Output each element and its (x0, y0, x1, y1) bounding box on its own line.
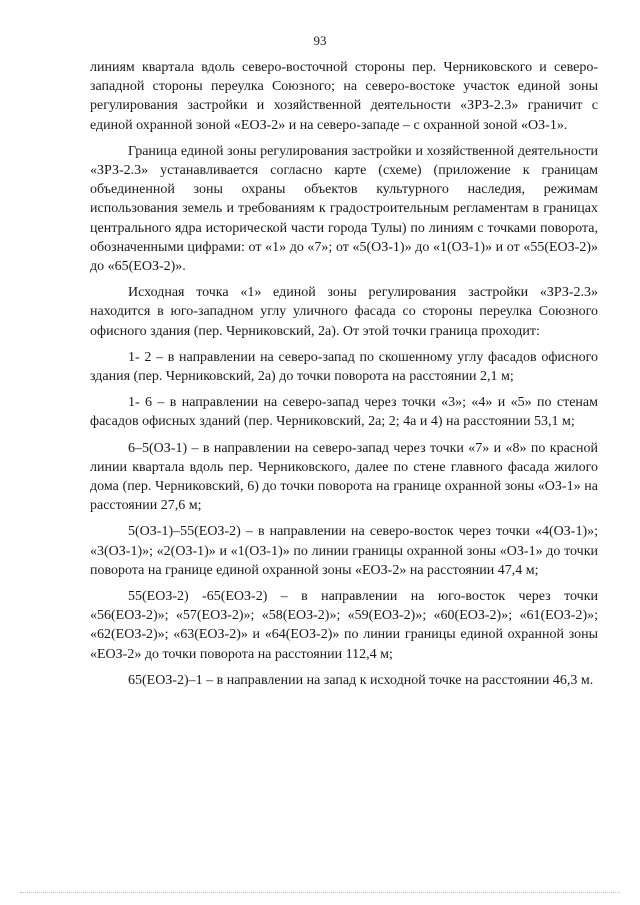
paragraph-continuation: линиям квартала вдоль северо-восточной стороны пер. Черниковского и северо-западной стороны переулка Союзного; на северо-востоке участок единой зоны регулирования застройки и хозяйственной деятельности «ЗРЗ-2.3» граничит с единой охранной зоной «ЕОЗ-2» и на северо-западе – с охранной зоной «ОЗ-1». (90, 60, 598, 133)
document-body (90, 58, 598, 697)
paragraph-boundary-definition: Граница единой зоны регулирования застройки и хозяйственной деятельности «ЗРЗ-2.3» устанавливается согласно карте (схеме) (приложение к границам объединенной зоны охраны объектов культурного наследия, режимам использования земель и требованиям к градостроительным регламентам в границах центрального ядра исторической части города Тулы) по линиям с точками поворота, обозначенными цифрами: от «1» до «7»; от «5(ОЗ-1)» до «1(ОЗ-1)» и от «55(ЕОЗ-2)» до «65(ЕОЗ-2)». (90, 143, 598, 275)
page-number: 93 (313, 33, 327, 48)
paragraph-segment-1-2: 1- 2 – в направлении на северо-запад по скошенному углу фасадов офисного здания (пер. Черниковский, 2а) до точки поворота на расстоянии 2,1 м; (90, 349, 598, 385)
paragraph-segment-5oz1-55eoz2: 5(ОЗ-1)–55(ЕОЗ-2) – в направлении на северо-восток через точки «4(ОЗ-1)»; «3(ОЗ-1)»; «2(ОЗ-1)» и «1(ОЗ-1)» по линии границы охранной зоны «ОЗ-1» до точки поворота на границе единой охранной зоны «ЕОЗ-2» на расстоянии 47,4 м; (90, 524, 598, 578)
scan-artifact-line (20, 890, 620, 893)
paragraph-starting-point: Исходная точка «1» единой зоны регулирования застройки «ЗРЗ-2.3» находится в юго-западном углу уличного фасада со стороны переулка Союзного офисного здания (пер. Черниковский, 2а). От этой точки граница проходит: (90, 285, 598, 339)
paragraph-segment-1-6: 1- 6 – в направлении на северо-запад через точки «3»; «4» и «5» по стенам фасадов офисных зданий (пер. Черниковский, 2а; 2; 4а и 4) на расстоянии 53,1 м; (90, 395, 598, 430)
paragraph-segment-65eoz2-1: 65(ЕОЗ-2)–1 – в направлении на запад к исходной точке на расстоянии 46,3 м. (128, 672, 594, 688)
paragraph-segment-55eoz2-65eoz2: 55(ЕОЗ-2) -65(ЕОЗ-2) – в направлении на юго-восток через точки «56(ЕОЗ-2)»; «57(ЕОЗ-2)»; «58(ЕОЗ-2)»; «59(ЕОЗ-2)»; «60(ЕОЗ-2)»; «61(ЕОЗ-2)»; «62(ЕОЗ-2)»; «63(ЕОЗ-2)» и «64(ЕОЗ-2)» по линии границы единой охранной зоны «ЕОЗ-2» до точки поворота на расстоянии 112,4 м; (90, 589, 598, 662)
paragraph-segment-6-5oz1: 6–5(ОЗ-1) – в направлении на северо-запад через точки «7» и «8» по красной линии квартала вдоль пер. Черниковского, далее по стене главного фасада жилого дома (пер. Черниковский, 6) до точки поворота на границе охранной зоны «ОЗ-1» на расстоянии 27,6 м; (90, 440, 598, 514)
